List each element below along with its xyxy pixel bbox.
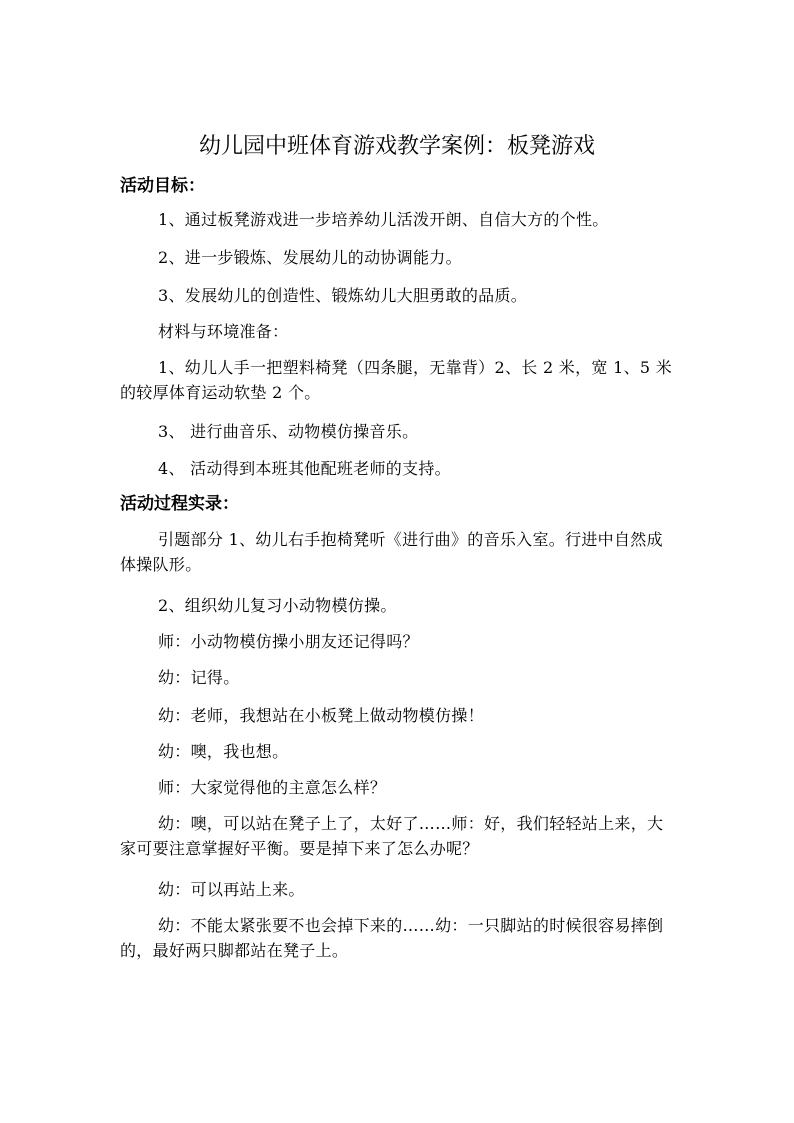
dialogue-line: 幼：噢，可以站在凳子上了，太好了……师：好，我们轻轻站上来，大家可要注意掌握好平衡。要是掉下来了怎么办呢？ bbox=[120, 814, 664, 858]
goal-item-1: 1、通过板凳游戏进一步培养幼儿活泼开朗、自信大方的个性。 bbox=[158, 210, 609, 229]
process-paragraph: 引题部分 1、幼儿右手抱椅凳听《进行曲》的音乐入室。行进中自然成体操队形。 bbox=[120, 530, 663, 574]
dialogue-line: 幼：不能太紧张要不也会掉下来的……幼：一只脚站的时候很容易摔倒的，最好两只脚都站在凳子上。 bbox=[120, 916, 664, 960]
dialogue-line: 幼：老师，我想站在小板凳上做动物模仿操！ bbox=[158, 706, 485, 725]
dialogue-line: 幼：记得。 bbox=[158, 668, 240, 687]
material-item-4: 4、 活动得到本班其他配班老师的支持。 bbox=[158, 459, 451, 478]
goals-heading: 活动目标： bbox=[120, 176, 205, 196]
dialogue-line: 师：小动物模仿操小朋友还记得吗？ bbox=[158, 632, 419, 651]
dialogue-line: 幼：噢，我也想。 bbox=[158, 742, 289, 761]
process-paragraph: 2、组织幼儿复习小动物模仿操。 bbox=[158, 596, 397, 615]
dialogue-line: 师：大家觉得他的主意怎么样？ bbox=[158, 778, 387, 797]
material-item-1: 1、幼儿人手一把塑料椅凳（四条腿，无靠背）2、长 2 米，宽 1、5 米的较厚体育运动软垫 2 个。 bbox=[120, 358, 673, 402]
goal-item-2: 2、进一步锻炼、发展幼儿的动协调能力。 bbox=[158, 248, 462, 267]
materials-heading: 材料与环境准备： bbox=[158, 322, 289, 341]
goal-item-3: 3、发展幼儿的创造性、锻炼幼儿大胆勇敢的品质。 bbox=[158, 286, 528, 305]
material-item-3: 3、 进行曲音乐、动物模仿操音乐。 bbox=[158, 422, 419, 441]
process-heading: 活动过程实录： bbox=[120, 494, 239, 514]
dialogue-line: 幼：可以再站上来。 bbox=[158, 880, 305, 899]
document-title: 幼儿园中班体育游戏教学案例：板凳游戏 bbox=[198, 134, 595, 159]
